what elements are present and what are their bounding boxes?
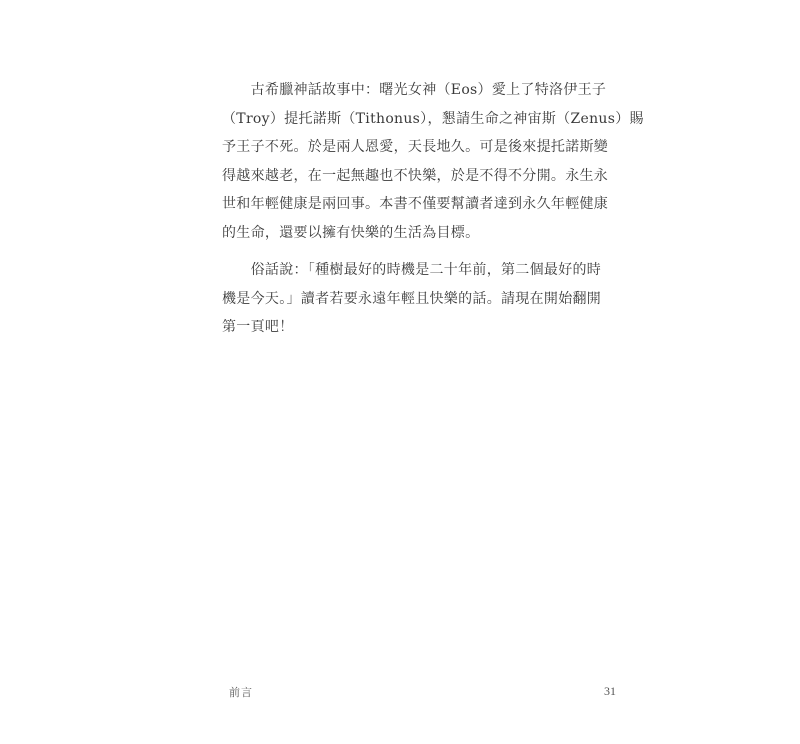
body-text — [222, 76, 644, 342]
footer-page-number: 31 — [604, 684, 616, 698]
paragraph-line: 第一頁吧！ — [222, 319, 294, 335]
paragraph-line: 予王子不死。於是兩人恩愛，天長地久。可是後來提托諾斯變 — [222, 139, 609, 155]
paragraph-line: 俗話說：「種樹最好的時機是二十年前，第二個最好的時 — [222, 262, 602, 278]
paragraph-spacer — [222, 247, 600, 256]
paragraph-line: （Troy）提托諾斯（Tithonus），懇請生命之神宙斯（Zenus）賜 — [222, 110, 644, 127]
paragraph-line: 的生命，還要以擁有快樂的生活為目標。 — [222, 224, 480, 241]
footer-section-title: 前言 — [229, 686, 253, 699]
paragraph-1 — [222, 76, 644, 247]
paragraph-line: 機是今天。」讀者若要永遠年輕且快樂的話。請現在開始翻開 — [222, 290, 602, 307]
paragraph-line: 世和年輕健康是兩回事。本書不僅要幫讀者達到永久年輕健康 — [222, 196, 609, 212]
paragraph-line: 得越來越老，在一起無趣也不快樂，於是不得不分開。永生永 — [222, 167, 609, 184]
paragraph-line: 古希臘神話故事中：曙光女神（Eos）愛上了特洛伊王子 — [222, 82, 607, 98]
paragraph-2 — [222, 256, 600, 342]
